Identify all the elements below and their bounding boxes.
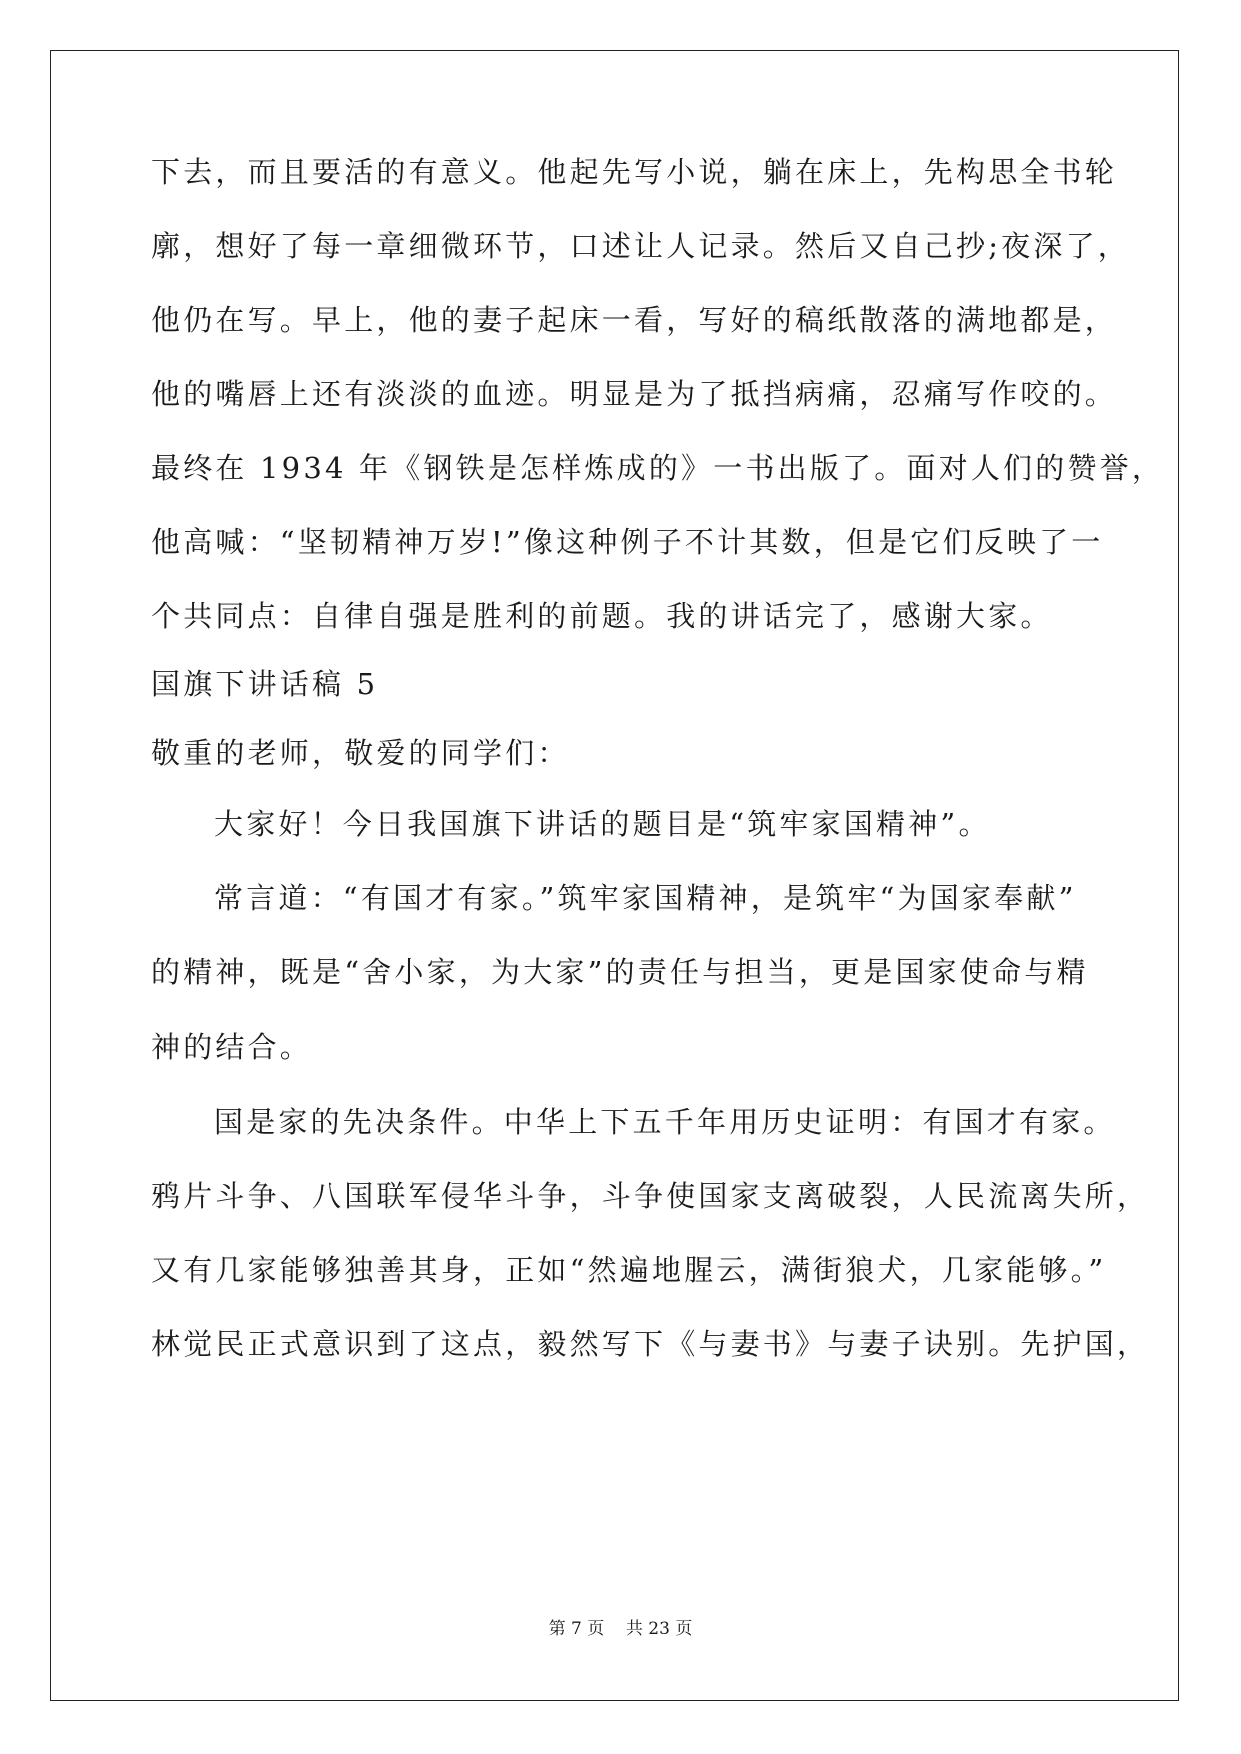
body-line: 常言道：“有国才有家。”筑牢家国精神，是筑牢“为国家奉献” xyxy=(214,881,1077,915)
body-line: 国是家的先决条件。中华上下五千年用历史证明：有国才有家。 xyxy=(214,1105,1116,1139)
body-line: 大家好！今日我国旗下讲话的题目是“筑牢家国精神”。 xyxy=(214,807,991,841)
section-heading: 国旗下讲话稿 5 xyxy=(151,667,379,701)
body-line: 又有几家能够独善其身，正如“然遍地腥云，满街狼犬，几家能够。” xyxy=(151,1253,1107,1287)
page-footer: 第 7 页 共 23 页 xyxy=(548,1619,693,1639)
body-line: 他仍在写。早上，他的妻子起床一看，写好的稿纸散落的满地都是， xyxy=(151,303,1118,337)
body-line: 下去，而且要活的有意义。他起先写小说，躺在床上，先构思全书轮 xyxy=(151,155,1118,189)
body-line: 的精神，既是“舍小家，为大家”的责任与担当，更是国家使命与精 xyxy=(151,955,1089,989)
body-line: 鸦片斗争、八国联军侵华斗争，斗争使国家支离破裂，人民流离失所， xyxy=(151,1179,1150,1213)
body-line: 神的结合。 xyxy=(151,1030,313,1064)
body-line: 最终在 1934 年《钢铁是怎样炼成的》一书出版了。面对人们的赞誉， xyxy=(151,451,1165,485)
salutation: 敬重的老师，敬爱的同学们： xyxy=(151,736,570,770)
body-line: 个共同点：自律自强是胜利的前题。我的讲话完了，感谢大家。 xyxy=(151,599,1053,633)
body-line: 他高喊：“坚韧精神万岁!”像这种例子不计其数，但是它们反映了一 xyxy=(151,525,1104,559)
body-line: 林觉民正式意识到了这点，毅然写下《与妻书》与妻子诀别。先护国， xyxy=(151,1327,1150,1361)
body-line: 廓，想好了每一章细微环节，口述让人记录。然后又自己抄;夜深了， xyxy=(151,229,1130,263)
body-line: 他的嘴唇上还有淡淡的血迹。明显是为了抵挡病痛，忍痛写作咬的。 xyxy=(151,377,1118,411)
page-border xyxy=(50,50,1179,1701)
